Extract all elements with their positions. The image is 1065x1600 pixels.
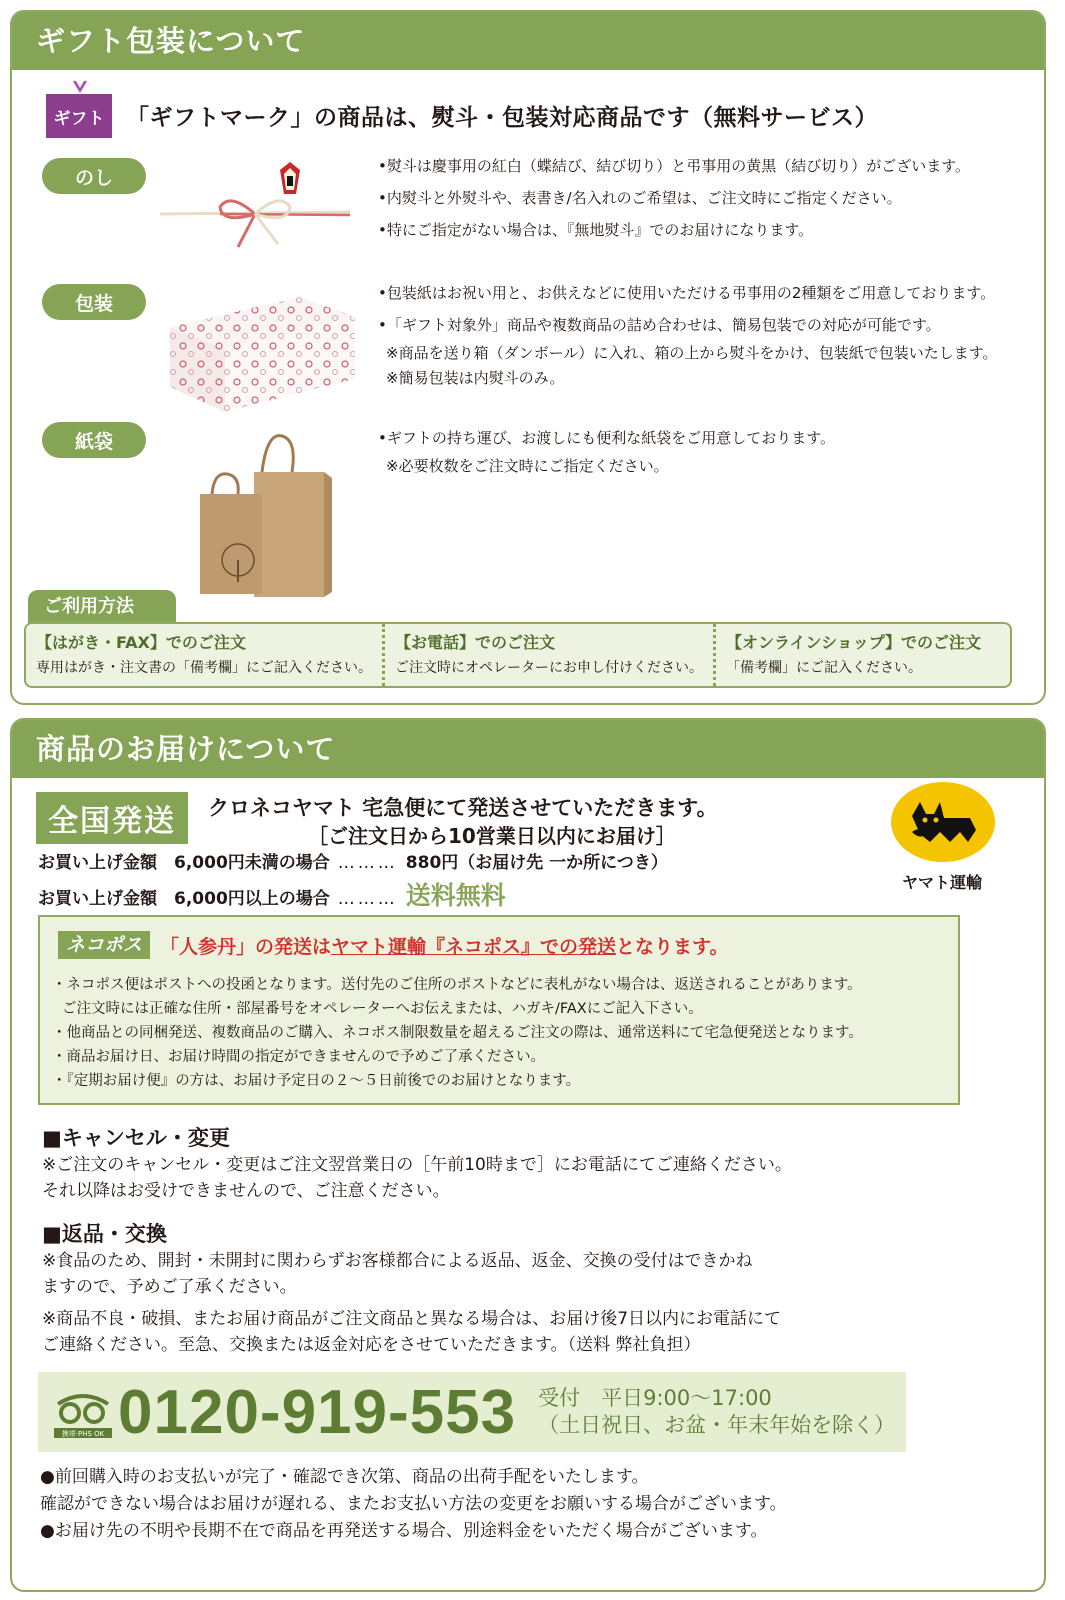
cancel-body [42, 1152, 792, 1204]
noshi-ribbon-image [160, 162, 350, 252]
paper-bag-label: 紙袋 [42, 422, 146, 458]
payment-notes [40, 1464, 787, 1545]
returns-title: ■返品・交換 [42, 1222, 167, 1246]
carrier-line: クロネコヤマト 宅急便にて発送させていただきます。 [208, 796, 718, 820]
gift-wrapping-section [10, 10, 1046, 705]
fee-label: お買い上げ金額 6,000円未満の場合 [38, 853, 330, 873]
delivery-section-title: 商品のお届けについて [12, 720, 1044, 778]
cancel-title: ■キャンセル・変更 [42, 1126, 230, 1150]
nekopos-line: ・商品お届け日、お届け時間の指定ができませんので予めご了承ください。 [52, 1049, 545, 1065]
wrapped-box-image [160, 287, 360, 417]
nekopos-title-pre: 「人参丹」の発送は [160, 935, 332, 958]
nekopos-title-underlined: ヤマト運輸『ネコポス』での発送 [331, 935, 617, 958]
noshi-line: •特にご指定がない場合は、『無地熨斗』でのお届けになります。 [378, 221, 814, 239]
fee-label: お買い上げ金額 6,000円以上の場合 [38, 889, 330, 909]
usage-title: 【オンラインショップ】でのご注文 [726, 633, 981, 652]
nekopos-line: ・他商品との同梱発送、複数商品のご購入、ネコポス制限数量を超えるご注文の際は、通常送料にて宅急便発送となります。 [52, 1025, 863, 1041]
paper-bag-line: •ギフトの持ち運び、お渡しにも便利な紙袋をご用意しております。 [378, 429, 836, 447]
note-line: ●前回購入時のお支払いが完了・確認でき次第、商品の出荷手配をいたします。 [40, 1467, 649, 1487]
mobile-ok-text: 携帯·PHS OK [61, 1430, 105, 1438]
wrapping-notes [378, 277, 998, 391]
noshi-notes [378, 150, 970, 246]
usage-postcard-fax [26, 624, 382, 686]
paper-bag-notes [378, 422, 835, 479]
note-line: 確認ができない場合はお届けが遅れる、またお支払い方法の変更をお願いする場合がございます。 [40, 1494, 787, 1514]
nekopos-line: ・『定期お届け便』の方は、お届け予定日の２～５日前後でのお届けとなります。 [52, 1073, 581, 1089]
yamato-logo-label: ヤマト運輸 [901, 873, 982, 892]
free-dial-icon [52, 1386, 114, 1438]
nekopos-line: ・ネコポス便はポストへの投函となります。送付先のご住所のポストなどに表札がない場合は、返送されることがあります。 [52, 977, 862, 993]
free-shipping-text: 送料無料 [405, 881, 506, 910]
gift-lead-text: 「ギフトマーク」の商品は、熨斗・包装対応商品です（無料サービス） [126, 104, 878, 131]
returns-line: ※商品不良・破損、またお届け商品がご注文商品と異なる場合は、お届け後7日以内にお電話にて [42, 1309, 782, 1329]
wrapping-subnote: ※簡易包装は内熨斗のみ。 [386, 369, 565, 387]
usage-title: 【はがき・FAX】でのご注文 [36, 633, 246, 652]
fee-dots: ……… [337, 853, 398, 873]
fee-dots: ……… [337, 889, 398, 909]
usage-online-shop [713, 624, 1010, 686]
wrapping-line: •「ギフト対象外」商品や複数商品の詰め合わせは、簡易包装での対応が可能です。 [378, 316, 941, 334]
wrapping-line: •包装紙はお祝い用と、お供えなどに使用いただける弔事用の2種類をご用意しております。 [378, 284, 996, 302]
noshi-line: •熨斗は慶事用の紅白（蝶結び、結び切り）と弔事用の黄黒（結び切り）がございます。 [378, 157, 971, 175]
usage-phone [382, 624, 713, 686]
nekopos-heading [58, 931, 729, 959]
gift-lead [46, 82, 878, 138]
wrapping-subnote: ※商品を送り箱（ダンボール）に入れ、箱の上から熨斗をかけ、包装紙で包装いたします。 [386, 344, 998, 362]
ribbon-bow-icon [72, 80, 88, 94]
paper-bag-image [192, 432, 332, 602]
delivery-section [10, 718, 1046, 1592]
nekopos-title [160, 932, 729, 959]
nationwide-shipping-badge: 全国発送 [36, 792, 188, 844]
paper-bag-subnote: ※必要枚数をご注文時にご指定ください。 [386, 457, 669, 475]
noshi-line: •内熨斗と外熨斗や、表書き/名入れのご希望は、ご注文時にご指定ください。 [378, 189, 902, 207]
nekopos-list [52, 973, 863, 1093]
phone-banner [38, 1372, 906, 1452]
usage-desc: ご注文時にオペレーターにお申し付けください。 [395, 660, 703, 676]
usage-desc: 専用はがき・注文書の「備考欄」にご記入ください。 [36, 660, 372, 676]
yamato-cat-logo-icon [890, 780, 996, 864]
toll-free-number[interactable]: 0120-919-553 [118, 1377, 517, 1447]
wrapping-label: 包装 [42, 284, 146, 320]
noshi-label: のし [42, 158, 146, 194]
gift-section-title: ギフト包装について [12, 12, 1044, 70]
fee-row-under-6000 [38, 848, 668, 873]
usage-tab: ご利用方法 [28, 590, 176, 624]
carrier-subline: ［ご注文日から10営業日以内にお届け］ [308, 824, 676, 848]
returns-body [42, 1248, 781, 1358]
usage-methods [24, 622, 1012, 688]
fee-value: 880円（お届け先 一か所につき） [405, 853, 668, 873]
phone-hours-line: （土日祝日、お盆・年末年始を除く） [538, 1413, 896, 1437]
note-line: ●お届け先の不明や長期不在で商品を再発送する場合、別途料金をいただく場合がございます。 [40, 1521, 768, 1541]
usage-desc: 「備考欄」にご記入ください。 [726, 660, 922, 676]
gift-mark-badge [46, 94, 112, 138]
cancel-line: それ以降はお受けできませんので、ご注意ください。 [42, 1181, 450, 1201]
nekopos-title-post: となります。 [616, 935, 729, 958]
cancel-line: ※ご注文のキャンセル・変更はご注文翌営業日の［午前10時まで］にお電話にてご連絡ください。 [42, 1155, 792, 1175]
returns-line: ※食品のため、開封・未開封に関わらずお客様都合による返品、返金、交換の受付はできかね [42, 1251, 753, 1271]
nekopos-line: ご注文時には正確な住所・部屋番号をオペレーターへお伝えまたは、ハガキ/FAXにご記入下さい。 [62, 1001, 703, 1017]
returns-line: ますので、予めご了承ください。 [42, 1277, 297, 1297]
fee-row-over-6000 [38, 876, 506, 912]
phone-hours [538, 1385, 895, 1439]
nekopos-notice [38, 915, 960, 1105]
nekopos-tag: ネコポス [58, 931, 150, 959]
returns-line: ご連絡ください。至急、交換または返金対応をさせていただきます。（送料 弊社負担） [42, 1335, 701, 1355]
usage-title: 【お電話】でのご注文 [395, 633, 556, 652]
phone-hours-line: 受付 平日9:00～17:00 [538, 1386, 772, 1410]
gift-mark-label: ギフト [53, 108, 105, 129]
